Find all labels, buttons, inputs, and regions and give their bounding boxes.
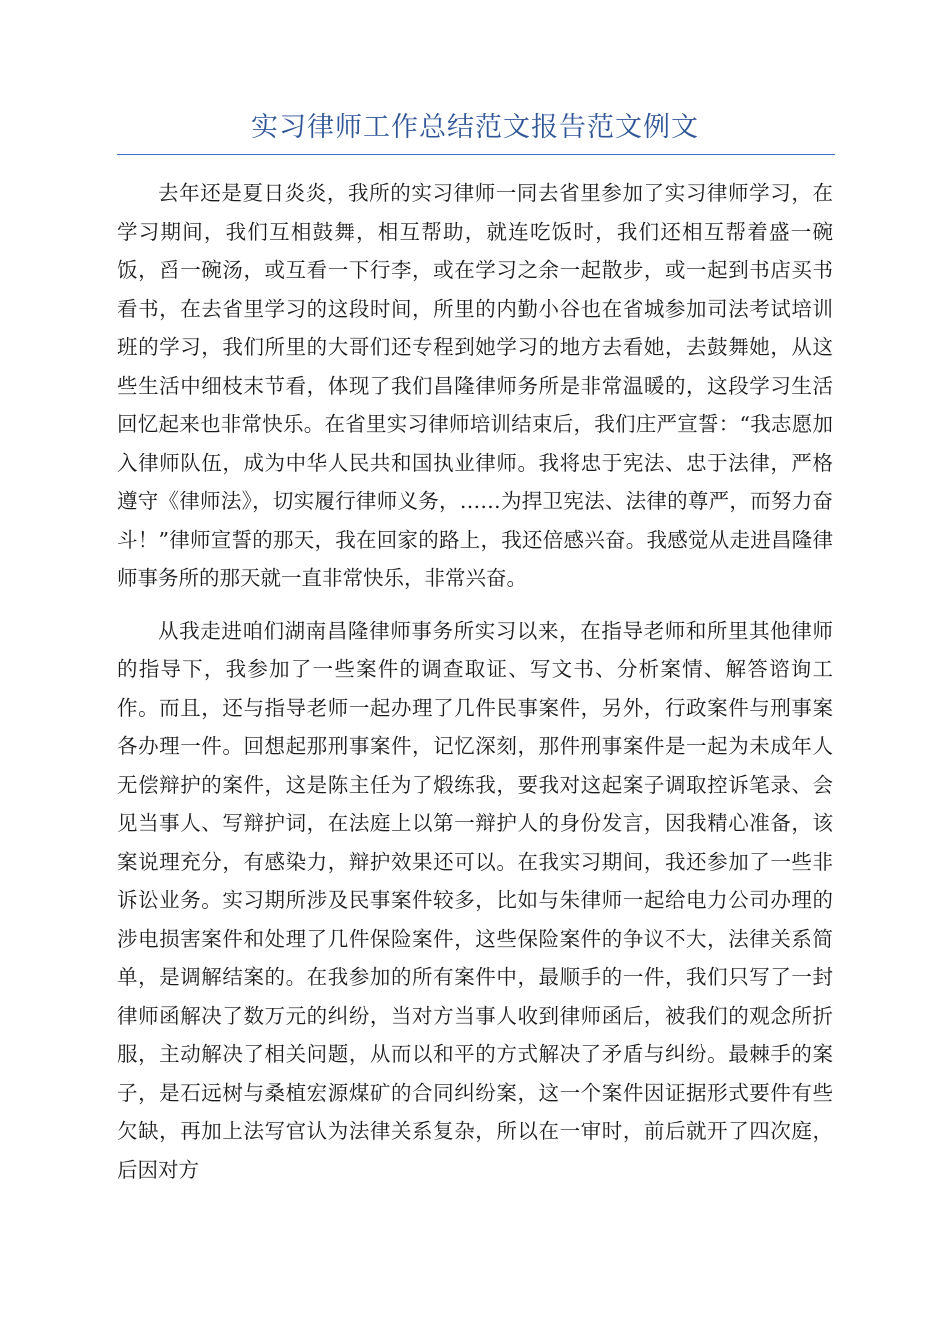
document-body xyxy=(117,174,833,1189)
paragraph-2: 从我走进咱们湖南昌隆律师事务所实习以来，在指导老师和所里其他律师的指导下，我参加了一些案件的调查取证、写文书、分析案情、解答谘询工作。而且，还与指导老师一起办理了几件民事案件，另外，行政案件与刑事案各办理一件。回想起那刑事案件，记忆深刻，那件刑事案件是一起为未成年人无偿辩护的案件，这是陈主任为了煅练我，要我对这起案子调取控诉笔录、会见当事人、写辩护词，在法庭上以第一辩护人的身份发言，因我精心准备，该案说理充分，有感染力，辩护效果还可以。在我实习期间，我还参加了一些非诉讼业务。实习期所涉及民事案件较多，比如与朱律师一起给电力公司办理的涉电损害案件和处理了几件保险案件，这些保险案件的争议不大，法律关系简单，是调解结案的。在我参加的所有案件中，最顺手的一件，我们只写了一封律师函解决了数万元的纠纷，当对方当事人收到律师函后，被我们的观念所折服，主动解决了相关问题，从而以和平的方式解决了矛盾与纠纷。最棘手的案子，是石远树与桑植宏源煤矿的合同纠纷案，这一个案件因证据形式要件有些欠缺，再加上法写官认为法律关系复杂，所以在一审时，前后就开了四次庭，后因对方 xyxy=(117,618,833,1182)
paragraph-1: 去年还是夏日炎炎，我所的实习律师一同去省里参加了实习律师学习，在学习期间，我们互相鼓舞，相互帮助，就连吃饭时，我们还相互帮着盛一碗饭，舀一碗汤，或互看一下行李，或在学习之余一起散步，或一起到书店买书看书，在去省里学习的这段时间，所里的内勤小谷也在省城参加司法考试培训班的学习，我们所里的大哥们还专程到她学习的地方去看她，去鼓舞她，从这些生活中细枝末节看，体现了我们昌隆律师务所是非常温暖的，这段学习生活回忆起来也非常快乐。在省里实习律师培训结束后，我们庄严宣誓：“我志愿加入律师队伍，成为中华人民共和国执业律师。我将忠于宪法、忠于法律，严格遵守《律师法》，切实履行律师义务，……为捍卫宪法、法律的尊严，而努力奋斗！”律师宣誓的那天，我在回家的路上，我还倍感兴奋。我感觉从走进昌隆律师事务所的那天就一直非常快乐，非常兴奋。 xyxy=(117,181,833,590)
title-underline xyxy=(117,154,835,155)
document-title: 实习律师工作总结范文报告范文例文 xyxy=(251,112,699,143)
